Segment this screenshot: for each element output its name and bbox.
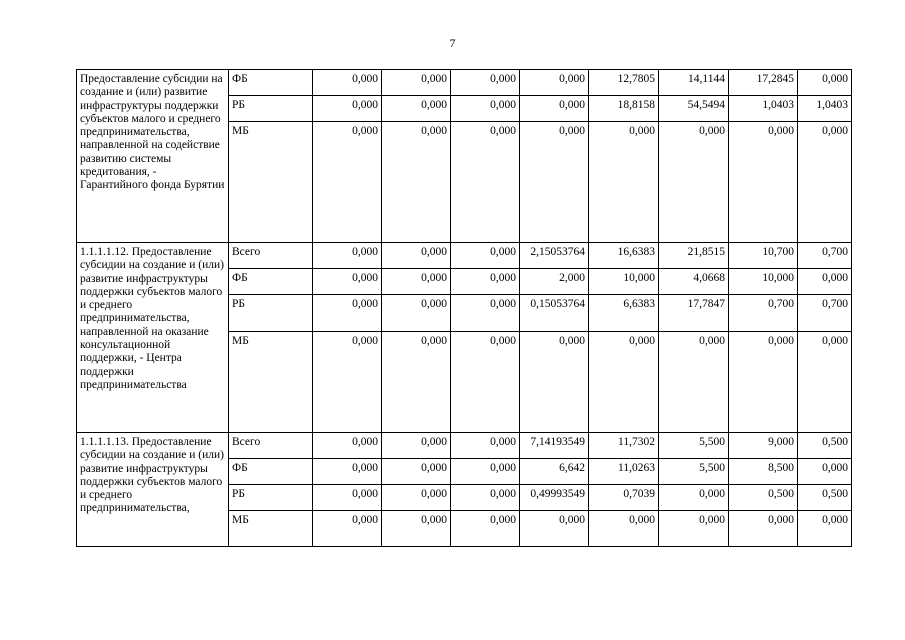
amount-cell: 6,6383 [589,295,659,332]
amount-cell: 0,000 [313,70,382,96]
amount-cell: 0,000 [659,122,729,243]
amount-cell: 0,700 [798,243,852,269]
amount-cell: 0,000 [382,122,451,243]
amount-cell: 18,8158 [589,96,659,122]
amount-cell: 0,000 [313,459,382,485]
funding-source: МБ [229,511,313,547]
amount-cell: 17,2845 [729,70,798,96]
amount-cell: 0,000 [520,511,589,547]
amount-cell: 1,0403 [798,96,852,122]
amount-cell: 0,000 [313,332,382,433]
amount-cell: 0,000 [382,485,451,511]
amount-cell: 0,000 [451,96,520,122]
amount-cell: 21,8515 [659,243,729,269]
amount-cell: 0,000 [589,332,659,433]
amount-cell: 0,000 [382,511,451,547]
amount-cell: 0,000 [313,511,382,547]
amount-cell: 0,000 [451,243,520,269]
amount-cell: 4,0668 [659,269,729,295]
amount-cell: 0,000 [382,96,451,122]
amount-cell: 1,0403 [729,96,798,122]
amount-cell: 0,000 [729,122,798,243]
amount-cell: 0,000 [798,511,852,547]
amount-cell: 16,6383 [589,243,659,269]
funding-source: ФБ [229,269,313,295]
amount-cell: 0,000 [313,269,382,295]
table-row [77,243,852,269]
amount-cell: 8,500 [729,459,798,485]
amount-cell: 0,000 [798,459,852,485]
table-body [77,70,852,547]
funding-source: РБ [229,96,313,122]
amount-cell: 0,000 [313,122,382,243]
amount-cell: 0,000 [382,295,451,332]
amount-cell: 0,700 [798,295,852,332]
amount-cell: 0,000 [313,295,382,332]
amount-cell: 5,500 [659,459,729,485]
amount-cell: 0,500 [729,485,798,511]
amount-cell: 0,000 [659,332,729,433]
amount-cell: 0,000 [451,433,520,459]
measure-description: Предоставление субсидии на создание и (или) развитие инфраструктуры поддержки субъектов малого и среднего предпринимательства, направленной на содействие развитию системы кредитования, - Гарантийного фонда Бурятии [77,70,229,243]
amount-cell: 10,000 [729,269,798,295]
amount-cell: 0,000 [798,70,852,96]
amount-cell: 0,000 [729,511,798,547]
amount-cell: 0,15053764 [520,295,589,332]
amount-cell: 0,000 [589,122,659,243]
amount-cell: 0,000 [451,70,520,96]
amount-cell: 0,000 [798,332,852,433]
amount-cell: 0,000 [520,332,589,433]
amount-cell: 0,000 [451,122,520,243]
amount-cell: 10,000 [589,269,659,295]
amount-cell: 0,000 [313,243,382,269]
amount-cell: 5,500 [659,433,729,459]
amount-cell: 2,000 [520,269,589,295]
measure-description: 1.1.1.1.13. Предоставление субсидии на создание и (или) развитие инфраструктуры поддержки субъектов малого и среднего предпринимательства, [77,433,229,547]
amount-cell: 0,000 [451,332,520,433]
amount-cell: 10,700 [729,243,798,269]
amount-cell: 0,7039 [589,485,659,511]
funding-source: МБ [229,332,313,433]
amount-cell: 0,000 [451,511,520,547]
budget-table [76,69,852,547]
amount-cell: 9,000 [729,433,798,459]
amount-cell: 0,000 [520,96,589,122]
amount-cell: 0,000 [382,332,451,433]
amount-cell: 0,000 [382,269,451,295]
amount-cell: 0,000 [729,332,798,433]
amount-cell: 0,000 [451,459,520,485]
amount-cell: 12,7805 [589,70,659,96]
amount-cell: 0,000 [451,295,520,332]
amount-cell: 0,000 [798,122,852,243]
amount-cell: 7,14193549 [520,433,589,459]
funding-source: ФБ [229,459,313,485]
amount-cell: 14,1144 [659,70,729,96]
amount-cell: 0,500 [798,433,852,459]
amount-cell: 0,000 [451,485,520,511]
table-row [77,70,852,96]
funding-source: РБ [229,295,313,332]
funding-source: Всего [229,433,313,459]
amount-cell: 0,000 [382,70,451,96]
amount-cell: 11,0263 [589,459,659,485]
amount-cell: 0,000 [520,70,589,96]
amount-cell: 0,000 [451,269,520,295]
amount-cell: 11,7302 [589,433,659,459]
amount-cell: 0,700 [729,295,798,332]
amount-cell: 0,000 [313,96,382,122]
amount-cell: 0,000 [313,433,382,459]
measure-description: 1.1.1.1.12. Предоставление субсидии на создание и (или) развитие инфраструктуры поддержки субъектов малого и среднего предпринимательства, направленной на оказание консультационной поддержки, - Центра поддержки предпринимательства [77,243,229,433]
funding-source: ФБ [229,70,313,96]
amount-cell: 17,7847 [659,295,729,332]
amount-cell: 0,500 [798,485,852,511]
amount-cell: 0,000 [659,485,729,511]
page-number: 7 [449,36,456,50]
amount-cell: 0,000 [382,433,451,459]
table-row [77,433,852,459]
amount-cell: 0,000 [659,511,729,547]
amount-cell: 0,49993549 [520,485,589,511]
amount-cell: 0,000 [589,511,659,547]
funding-source: МБ [229,122,313,243]
amount-cell: 54,5494 [659,96,729,122]
amount-cell: 2,15053764 [520,243,589,269]
amount-cell: 0,000 [520,122,589,243]
amount-cell: 0,000 [382,459,451,485]
amount-cell: 0,000 [798,269,852,295]
amount-cell: 0,000 [382,243,451,269]
funding-source: Всего [229,243,313,269]
amount-cell: 0,000 [313,485,382,511]
funding-source: РБ [229,485,313,511]
amount-cell: 6,642 [520,459,589,485]
